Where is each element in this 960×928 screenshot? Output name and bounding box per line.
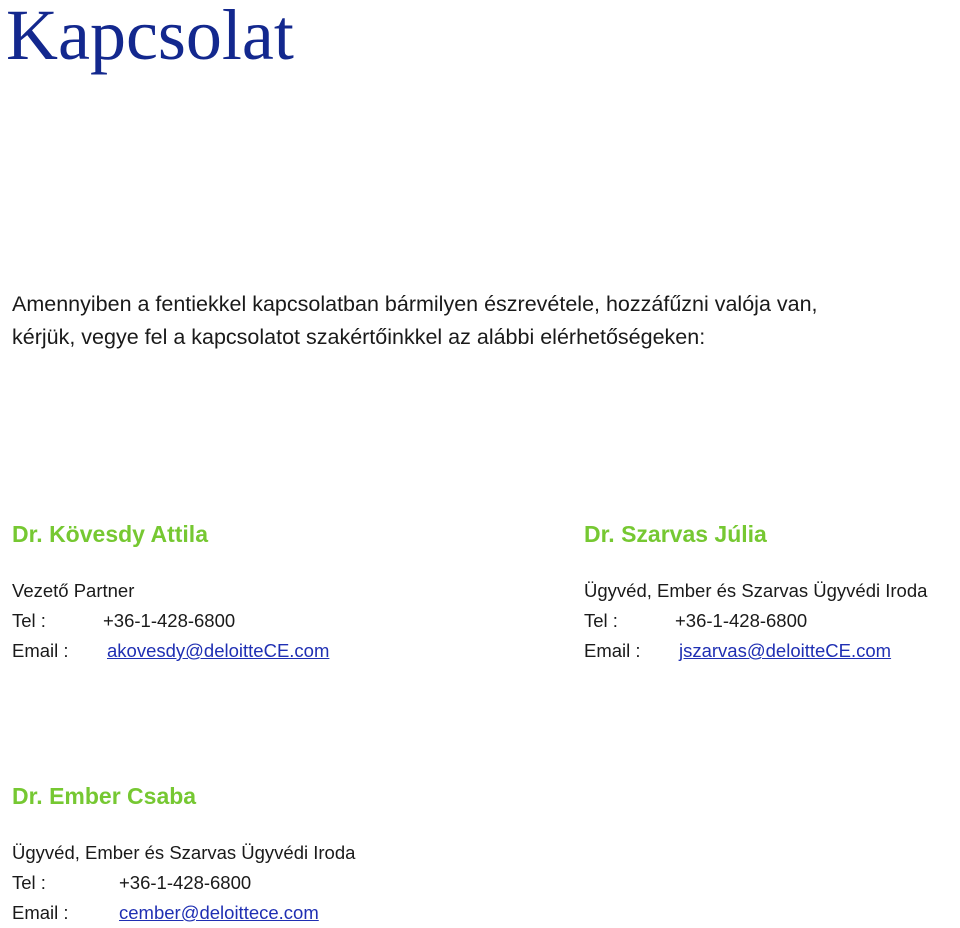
tel-label: Tel :: [584, 610, 618, 631]
contact-card-kovesdy: [12, 519, 330, 666]
contact-tel-row: [584, 606, 927, 636]
tel-label: Tel :: [12, 610, 46, 631]
contact-role: Vezető Partner: [12, 580, 135, 601]
contact-tel-row: [12, 868, 355, 898]
contact-card-ember: [12, 781, 355, 928]
contact-role: Ügyvéd, Ember és Szarvas Ügyvédi Iroda: [12, 842, 356, 863]
contact-card-szarvas: [584, 519, 927, 666]
page-title: Kapcsolat: [6, 0, 294, 75]
email-link[interactable]: cember@deloittece.com: [119, 902, 319, 923]
contact-name: Dr. Kövesdy Attila: [12, 521, 208, 547]
email-label: Email :: [12, 640, 69, 661]
contact-name: Dr. Szarvas Júlia: [584, 521, 767, 547]
contact-email-row: [584, 636, 927, 666]
contact-tel-row: [12, 606, 236, 636]
contact-email-row: [12, 898, 355, 928]
contact-name: Dr. Ember Csaba: [12, 783, 197, 809]
contact-role: Ügyvéd, Ember és Szarvas Ügyvédi Iroda: [584, 580, 928, 601]
contact-email-row: [12, 636, 330, 666]
email-label: Email :: [12, 902, 69, 923]
tel-value: +36-1-428-6800: [675, 610, 808, 631]
tel-label: Tel :: [12, 872, 46, 893]
email-link[interactable]: akovesdy@deloitteCE.com: [107, 640, 330, 661]
email-link[interactable]: jszarvas@deloitteCE.com: [679, 640, 892, 661]
intro-paragraph: [12, 288, 960, 354]
email-label: Email :: [584, 640, 641, 661]
tel-value: +36-1-428-6800: [119, 872, 252, 893]
intro-line-1: Amennyiben a fentiekkel kapcsolatban bármilyen észrevétele, hozzáfűzni valója van,: [12, 292, 818, 316]
tel-value: +36-1-428-6800: [103, 610, 236, 631]
intro-line-2: kérjük, vegye fel a kapcsolatot szakértőinkkel az alábbi elérhetőségeken:: [12, 325, 706, 349]
